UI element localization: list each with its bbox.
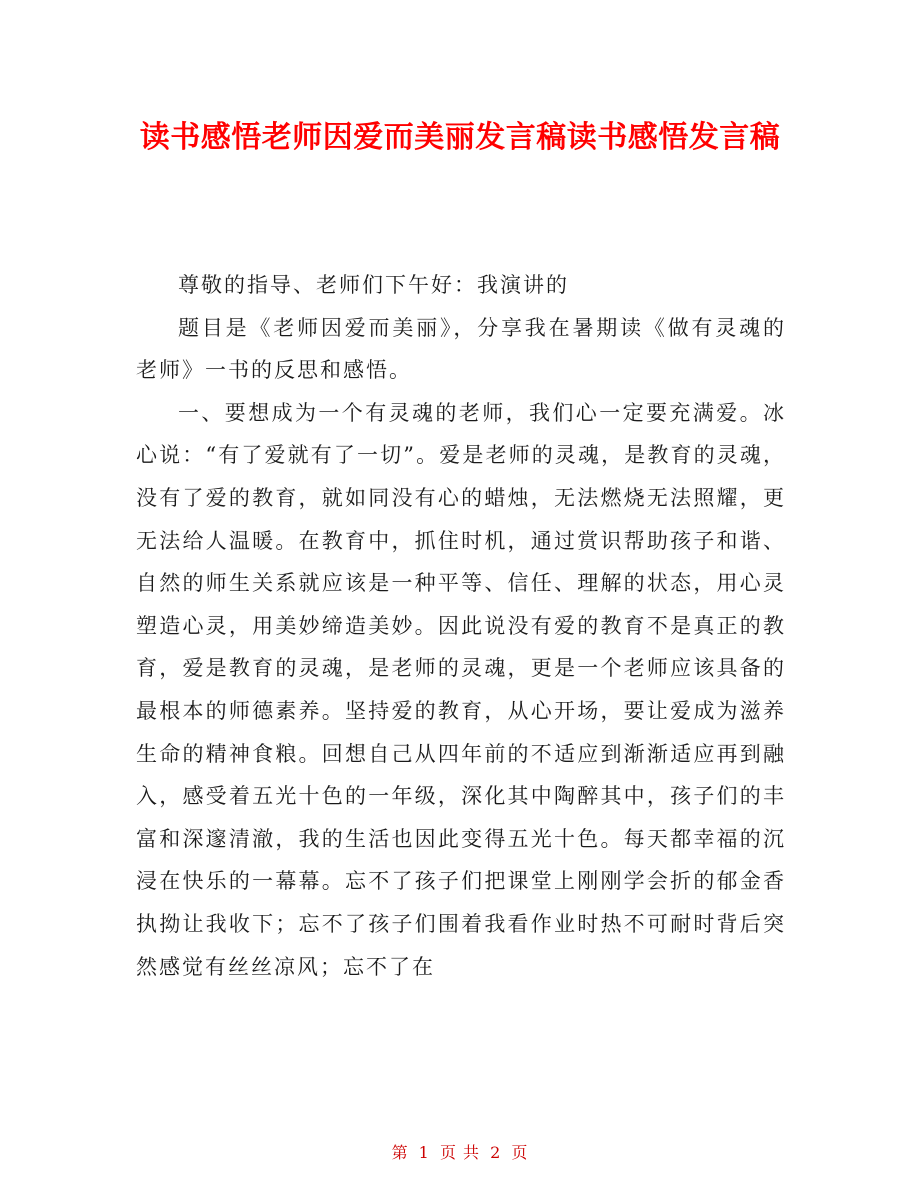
- document-title: 读书感悟老师因爱而美丽发言稿读书感悟发言稿: [139, 120, 781, 155]
- paragraph-greeting: 尊敬的指导、老师们下午好：我演讲的: [178, 273, 569, 297]
- footer-prefix: 第: [391, 1143, 409, 1162]
- page-footer: [0, 1140, 920, 1163]
- footer-middle: 页 共: [439, 1143, 481, 1162]
- footer-current-page: 1: [418, 1143, 430, 1162]
- paragraph-topic: 题目是《老师因爱而美丽》，分享我在暑期读《做有灵魂的老师》一书的反思和感悟。: [136, 315, 786, 383]
- document-body: [136, 264, 786, 988]
- footer-total-pages: 2: [490, 1143, 502, 1162]
- paragraph-section-one: 一、要想成为一个有灵魂的老师，我们心一定要充满爱。冰心说：“有了爱就有了一切”。爱是老师的灵魂，是教育的灵魂，没有了爱的教育，就如同没有心的蜡烛，无法燃烧无法照耀，更无法给人温暖。在教育中，抓住时机，通过赏识帮助孩子和谐、自然的师生关系就应该是一种平等、信任、理解的状态，用心灵塑造心灵，用美妙缔造美妙。因此说没有爱的教育不是真正的教育，爱是教育的灵魂，是老师的灵魂，更是一个老师应该具备的最根本的师德素养。坚持爱的教育，从心开场，要让爱成为滋养生命的精神食粮。回想自己从四年前的不适应到渐渐适应再到融入，感受着五光十色的一年级，深化其中陶醉其中，孩子们的丰富和深邃清澈，我的生活也因此变得五光十色。每天都幸福的沉浸在快乐的一幕幕。忘不了孩子们把课堂上刚刚学会折的郁金香执拗让我收下；忘不了孩子们围着我看作业时热不可耐时背后突然感觉有丝丝凉风；忘不了在: [136, 400, 786, 979]
- footer-suffix: 页: [511, 1143, 529, 1162]
